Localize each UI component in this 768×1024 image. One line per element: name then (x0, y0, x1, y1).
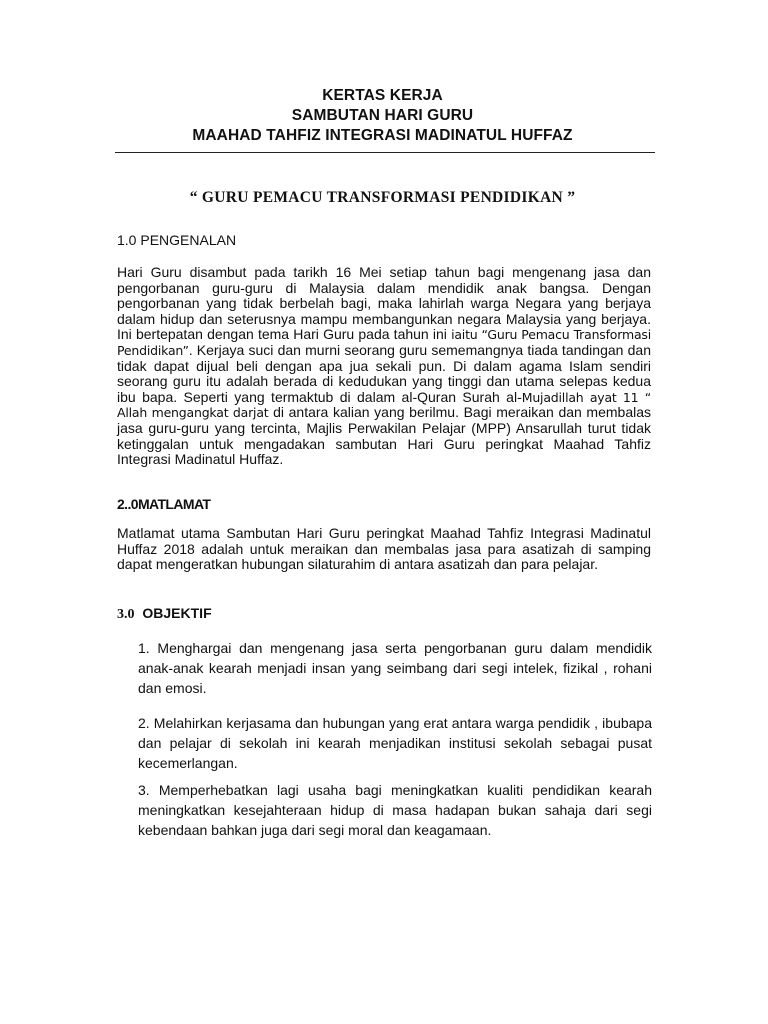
heading-text: OBJEKTIF (142, 605, 212, 621)
section-paragraph-matlamat: Matlamat utama Sambutan Hari Guru peringkat Maahad Tahfiz Integrasi Madinatul Huffaz 2018 adalah untuk meraikan dan membalas jasa para asatizah di samping dapat mengeratkan hubungan silaturahim di antara asatizah dan para pelajar. (117, 525, 651, 573)
header-event: SAMBUTAN HARI GURU (291, 107, 474, 124)
objective-item: 1. Menghargai dan mengenang jasa serta pengorbanan guru dalam mendidik anak-anak kearah menjadi insan yang seimbang dari segi intelek, fizikal , rohani dan emosi. (138, 640, 652, 696)
objective-item: 2. Melahirkan kerjasama dan hubungan yang erat antara warga pendidik , ibubapa dan pelajar di sekolah ini kearah menjadikan institusi sekolah sebagai pusat kecemerlangan. (138, 715, 652, 771)
para-quote: Mujadillah ayat 11 “ Allah mengangkat darjat (117, 389, 651, 421)
para-quote: iaitu “Guru Pemacu Transformasi Pendidikan” (117, 327, 651, 358)
section-heading-objektif (117, 605, 212, 623)
objective-item: 3. Memperhebatkan lagi usaha bagi meningkatkan kualiti pendidikan kearah meningkatkan kesejahteraan hidup di masa hadapan bukan sahaja dari segi kebendaan bahkan juga dari segi moral dan keagamaan. (138, 782, 652, 838)
theme-title: “ GURU PEMACU TRANSFORMASI PENDIDIKAN ” (189, 189, 576, 206)
header-institution: MAAHAD TAHFIZ INTEGRASI MADINATUL HUFFAZ (192, 127, 573, 144)
para-text: Hari Guru disambut pada tarikh 16 Mei setiap tahun bagi mengenang jasa dan pengorbanan guru-guru di Malaysia dalam mendidik anak bangsa. Dengan pengorbanan yang tidak berbelah bagi, maka lahirlah warga Negara yang berjaya dalam hidup dan seterusnya mampu membangunkan negara Malaysia yang berjaya. Ini bertepatan dengan tema Hari Guru pada tahun ini (117, 264, 651, 343)
document-header (110, 86, 655, 146)
para-text: . Kerjaya suci dan murni seorang guru sememangnya tiada tandingan dan tidak dapat dijual beli dengan apa jua sekali pun. Di dalam agama Islam sendiri seorang guru itu adalah berada di kedudukan yang tinggi dan utama selepas kedua ibu bapa. Seperti yang termaktub di dalam al-Quran Surah al- (117, 341, 651, 405)
section-heading-matlamat: 2..0MATLAMAT (117, 496, 211, 512)
header-divider (115, 152, 655, 153)
para-text: di antara kalian yang berilmu. Bagi meraikan dan membalas jasa guru-guru yang tercinta, Majlis Perwakilan Pelajar (MPP) Ansarullah turut tidak ketinggalan untuk mengadakan sambutan Hari Guru peringkat Maahad Tahfiz Integrasi Madinatul Huffaz. (117, 404, 652, 468)
heading-number: 3.0 (117, 607, 135, 622)
section-heading-pengenalan: 1.0 PENGENALAN (117, 232, 237, 248)
section-paragraph-pengenalan (117, 265, 651, 468)
header-title: KERTAS KERJA (322, 87, 443, 104)
